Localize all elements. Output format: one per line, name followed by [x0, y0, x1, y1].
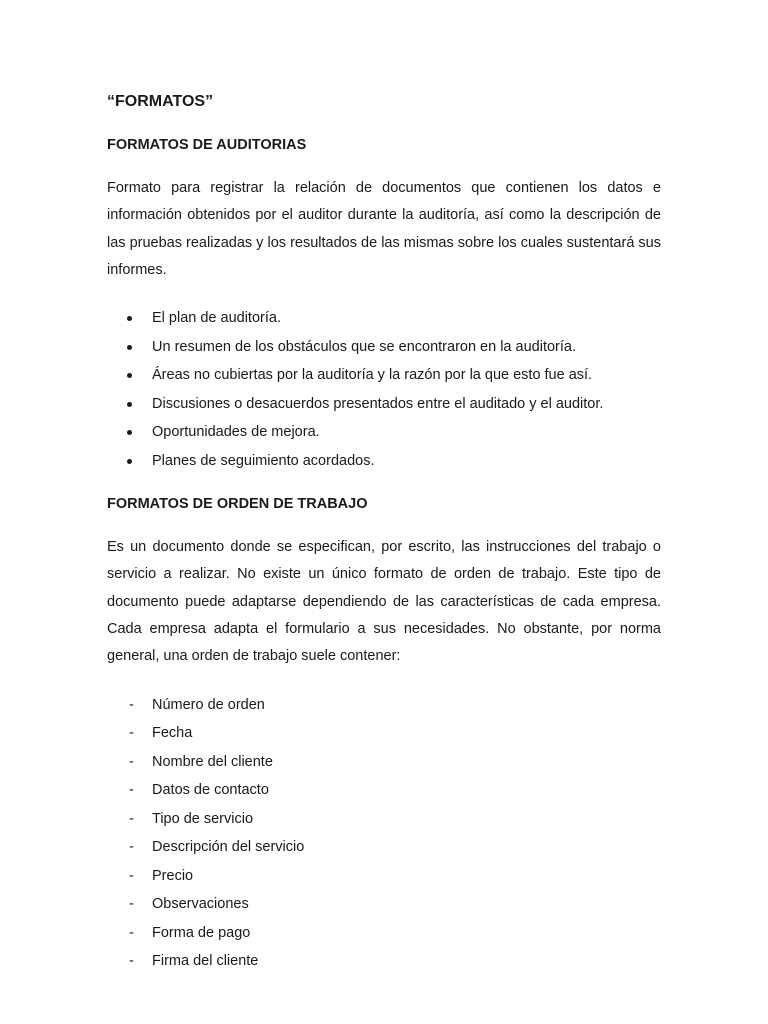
section-paragraph: Es un documento donde se especifican, por escrito, las instrucciones del trabajo o servicio a realizar. No existe un único formato de orden de trabajo. Este tipo de documento puede adaptarse dependiendo de las características de cada empresa. Cada empresa adapta el formulario a sus necesidades. No obstante, por norma general, una orden de trabajo suele contener: [107, 539, 661, 665]
list-item [107, 447, 661, 476]
list-item [107, 947, 661, 976]
bullet-icon [127, 373, 132, 378]
list-item [107, 776, 661, 805]
list-item [107, 890, 661, 919]
list-item [107, 390, 661, 419]
list-item-text: Planes de seguimiento acordados. [152, 452, 375, 469]
dash-icon: - [129, 839, 134, 856]
list-item [107, 719, 661, 748]
list-item [107, 418, 661, 447]
list-item-text: Tipo de servicio [152, 810, 254, 827]
bullet-icon [127, 345, 132, 350]
dash-list [107, 691, 661, 976]
list-item-text: Fecha [152, 725, 193, 742]
bullet-icon [127, 430, 132, 435]
section-paragraph: Formato para registrar la relación de documentos que contienen los datos e información obtenidos por el auditor durante la auditoría, así como la descripción de las pruebas realizadas y los resultados de las mismas sobre los cuales sustentará sus informes. [107, 180, 661, 278]
section-auditorias [107, 135, 661, 475]
dash-icon: - [129, 867, 134, 884]
list-item-text: Oportunidades de mejora. [152, 424, 320, 441]
list-item-text: Forma de pago [152, 924, 251, 941]
dash-icon: - [129, 696, 134, 713]
list-item [107, 862, 661, 891]
list-item [107, 919, 661, 948]
list-item-text: Un resumen de los obstáculos que se encontraron en la auditoría. [152, 338, 576, 355]
list-item-text: Observaciones [152, 896, 249, 913]
list-item [107, 833, 661, 862]
list-item-text: Precio [152, 867, 194, 884]
list-item-text: El plan de auditoría. [152, 310, 281, 327]
list-item-text: Áreas no cubiertas por la auditoría y la razón por la que esto fue así. [152, 367, 593, 384]
list-item-text: Firma del cliente [152, 953, 259, 970]
bullet-list [107, 304, 661, 475]
section-orden-de-trabajo [107, 494, 661, 975]
dash-icon: - [129, 896, 134, 913]
list-item [107, 691, 661, 720]
list-item-text: Discusiones o desacuerdos presentados entre el auditado y el auditor. [152, 395, 604, 412]
section-heading: FORMATOS DE AUDITORIAS [107, 137, 307, 153]
dash-icon: - [129, 810, 134, 827]
dash-icon: - [129, 725, 134, 742]
bullet-icon [127, 459, 132, 464]
list-item [107, 333, 661, 362]
section-heading: FORMATOS DE ORDEN DE TRABAJO [107, 496, 368, 513]
list-item-text: Datos de contacto [152, 782, 269, 799]
list-item-text: Descripción del servicio [152, 839, 305, 856]
bullet-icon [127, 402, 132, 407]
dash-icon: - [129, 782, 134, 799]
list-item-text: Número de orden [152, 696, 265, 713]
bullet-icon [127, 316, 132, 321]
list-item [107, 748, 661, 777]
dash-icon: - [129, 753, 134, 770]
list-item [107, 304, 661, 333]
dash-icon: - [129, 953, 134, 970]
dash-icon: - [129, 924, 134, 941]
list-item [107, 805, 661, 834]
list-item-text: Nombre del cliente [152, 753, 273, 770]
document-title: “FORMATOS” [107, 93, 214, 110]
list-item [107, 361, 661, 390]
